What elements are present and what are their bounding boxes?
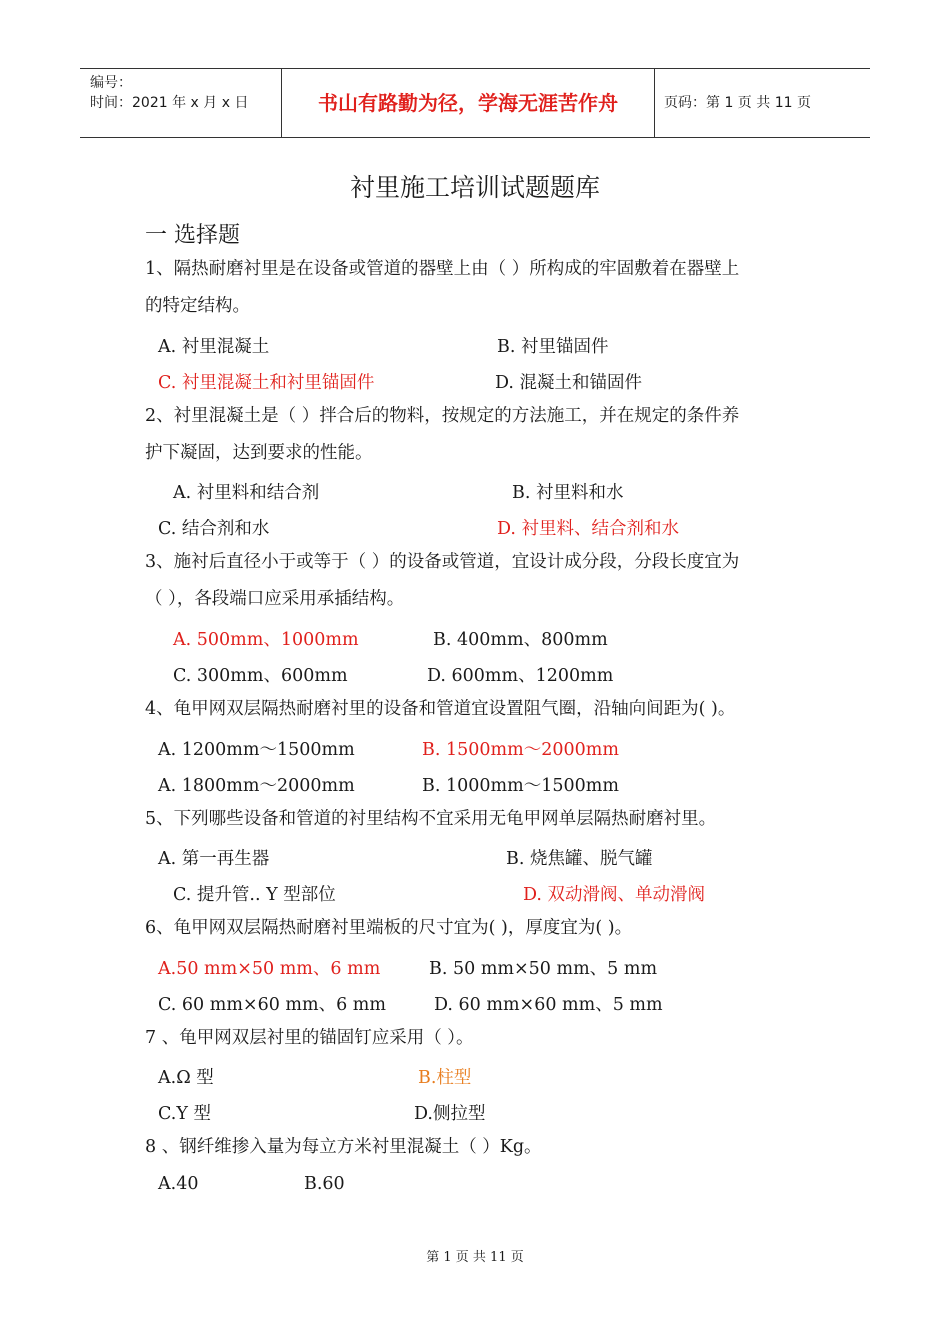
question-text: 1、隔热耐磨衬里是在设备或管道的器壁上由（ ）所构成的牢固敷着在器壁上	[145, 259, 740, 279]
question-3	[145, 544, 815, 618]
option-a-answer: A.50 mm×50 mm、6 mm	[158, 959, 381, 979]
question-1	[145, 251, 815, 325]
option-b-answer: B. 1500mm～2000mm	[422, 740, 619, 760]
option-b: B. 50 mm×50 mm、5 mm	[429, 959, 658, 979]
option-a-answer: A. 500mm、1000mm	[173, 630, 359, 650]
option-a: A.Ω 型	[158, 1068, 214, 1088]
question-text: 5、下列哪些设备和管道的衬里结构不宜采用无龟甲网单层隔热耐磨衬里。	[145, 809, 717, 829]
option-c: C. 60 mm×60 mm、6 mm	[158, 995, 386, 1015]
option-d: D. 600mm、1200mm	[427, 666, 614, 686]
option-b: B. 衬里锚固件	[497, 337, 609, 357]
page-footer: 第 1 页 共 11 页	[426, 1250, 524, 1265]
option-c: C. 提升管.. Y 型部位	[173, 885, 336, 905]
header-meta	[90, 73, 248, 113]
option-a: A. 衬里料和结合剂	[173, 483, 320, 503]
option-b: B. 400mm、800mm	[433, 630, 608, 650]
question-text: 6、龟甲网双层隔热耐磨衬里端板的尺寸宜为( )，厚度宜为( )。	[145, 918, 633, 938]
option-a: A.40	[158, 1174, 199, 1194]
option-c: C. 结合剂和水	[158, 519, 270, 539]
question-text: 3、施衬后直径小于或等于（ ）的设备或管道，宜设计成分段，分段长度宜为	[145, 552, 740, 572]
question-5	[145, 801, 815, 838]
header-motto: 书山有路勤为径，学海无涯苦作舟	[318, 91, 618, 115]
question-text: 7 、龟甲网双层衬里的锚固钉应采用（ ）。	[145, 1028, 474, 1048]
question-text: （ ），各段端口应采用承插结构。	[145, 589, 405, 609]
option-a: A. 衬里混凝土	[158, 337, 270, 357]
time-label: 时间：2021 年 x 月 x 日	[90, 95, 249, 111]
question-7	[145, 1020, 815, 1057]
section-heading: 一 选择题	[145, 223, 240, 248]
page-header	[80, 68, 870, 138]
header-divider	[654, 69, 655, 137]
option-d: D. 混凝土和锚固件	[495, 373, 643, 393]
option-a: A. 第一再生器	[158, 849, 270, 869]
question-8	[145, 1129, 815, 1166]
option-d: D. 60 mm×60 mm、5 mm	[434, 995, 663, 1015]
document-title: 衬里施工培训试题题库	[349, 173, 600, 202]
option-d-answer: D. 衬里料、结合剂和水	[497, 519, 680, 539]
question-6	[145, 910, 815, 947]
question-text: 护下凝固，达到要求的性能。	[145, 443, 373, 463]
option-b: B. 烧焦罐、脱气罐	[506, 849, 653, 869]
question-text: 4、龟甲网双层隔热耐磨衬里的设备和管道宜设置阻气圈，沿轴向间距为( )。	[145, 699, 736, 719]
question-text: 的特定结构。	[145, 296, 250, 316]
question-4	[145, 691, 815, 728]
question-2	[145, 398, 815, 472]
question-text: 2、衬里混凝土是（ ）拌合后的物料，按规定的方法施工，并在规定的条件养	[145, 406, 740, 426]
option-b: B. 1000mm～1500mm	[422, 776, 619, 796]
option-c: C. 300mm、600mm	[173, 666, 348, 686]
option-b: B.60	[304, 1174, 345, 1194]
option-b: B. 衬里料和水	[512, 483, 624, 503]
option-c: C.Y 型	[158, 1104, 211, 1124]
question-text: 8 、钢纤维掺入量为每立方米衬里混凝土（ ）Kg。	[145, 1137, 542, 1157]
header-page-info: 页码：第 1 页 共 11 页	[664, 95, 811, 111]
option-d-answer: D. 双动滑阀、单动滑阀	[523, 885, 706, 905]
option-c-answer: C. 衬里混凝土和衬里锚固件	[158, 373, 375, 393]
option-a: A. 1200mm～1500mm	[158, 740, 355, 760]
option-d: D.侧拉型	[414, 1104, 486, 1124]
option-b-answer: B.柱型	[418, 1068, 472, 1088]
number-label: 编号：	[90, 75, 132, 91]
option-a: A. 1800mm～2000mm	[158, 776, 355, 796]
